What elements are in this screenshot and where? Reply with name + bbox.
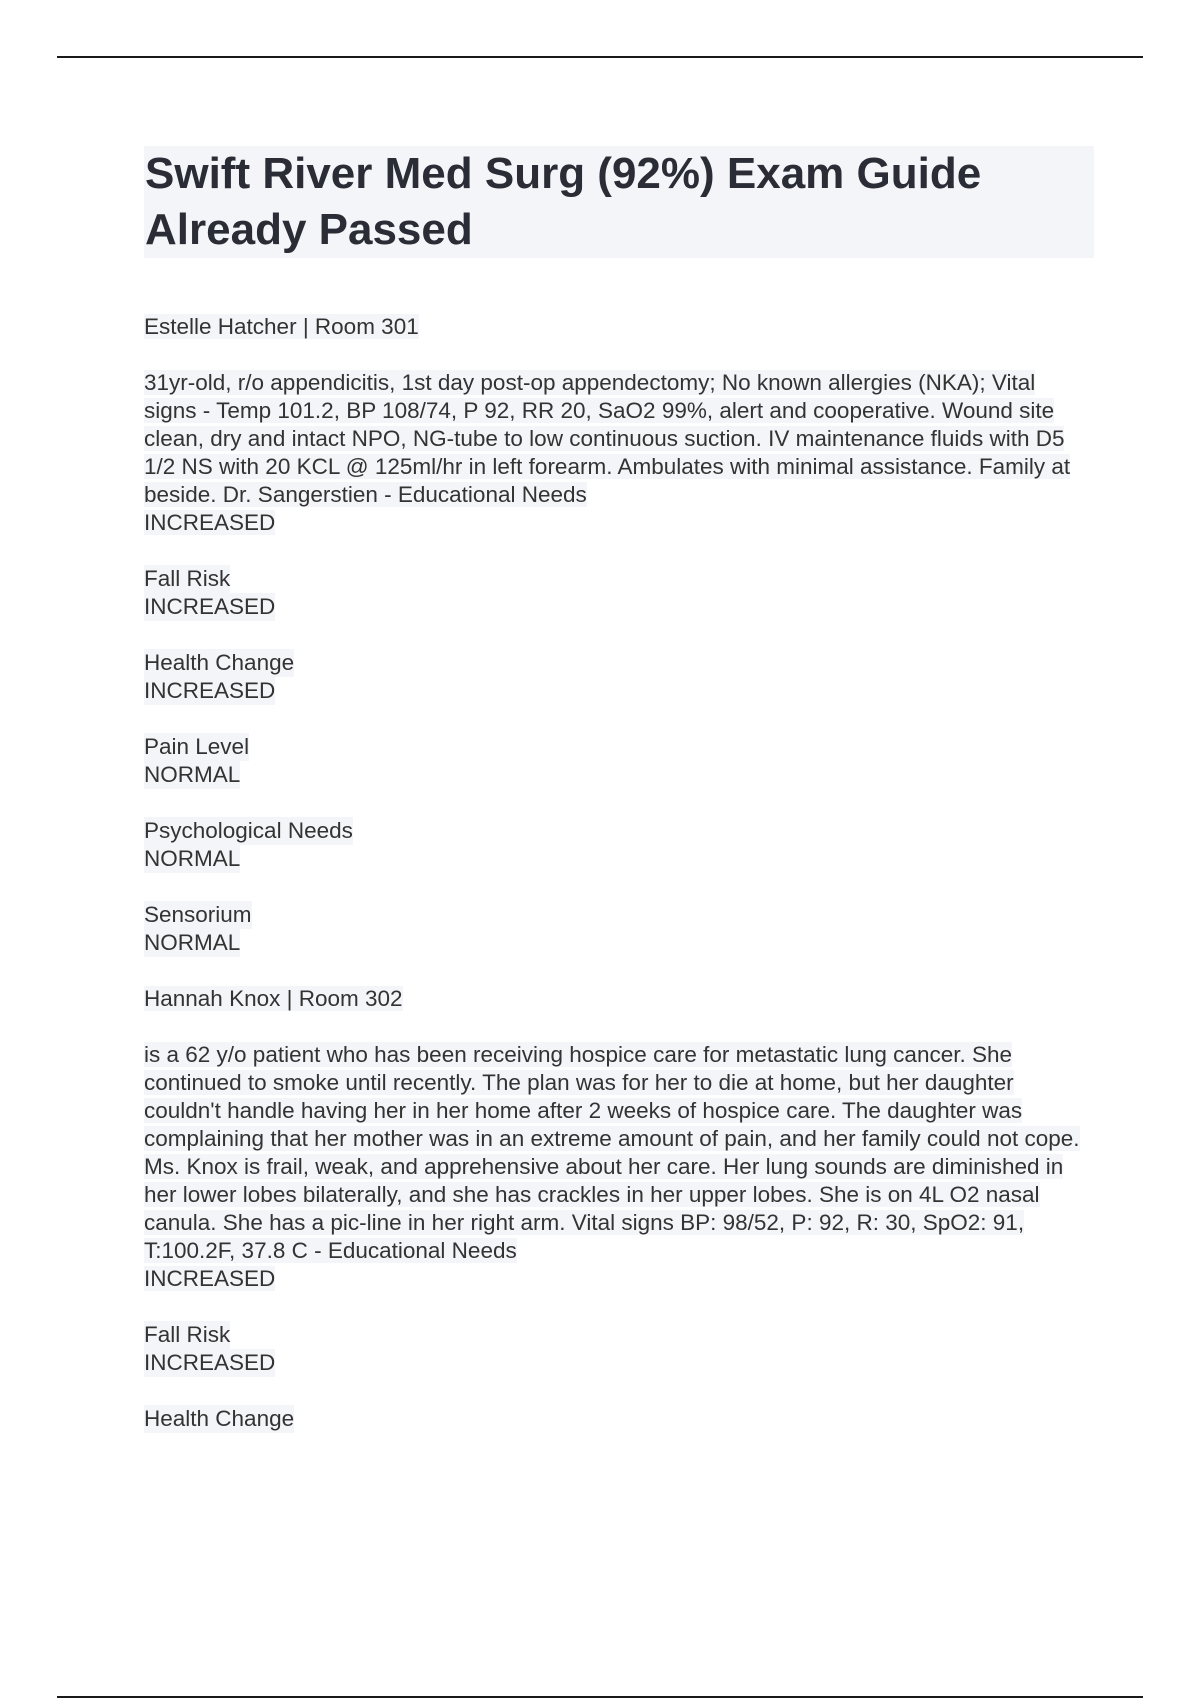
item-value: INCREASED (144, 1350, 276, 1375)
patient-description: 31yr-old, r/o appendicitis, 1st day post-op appendectomy; No known allergies (NKA); Vital signs - Temp 101.2, BP 108/74, P 92, RR 20, SaO2 99%, alert and cooperative. Wound site clean, dry and intact NPO, NG-tube to low continuous suction. IV maintenance fluids with D5 1/2 NS with 20 KCL @ 125ml/hr in left forearm. Ambulates with minimal assistance. Family at beside. Dr. Sangerstien - Educational Needs INCREASED (144, 370, 1071, 535)
item-value: NORMAL (144, 846, 241, 871)
patient-section-1 (144, 313, 1094, 957)
top-rule (57, 56, 1143, 58)
item-label: Pain Level (144, 734, 250, 759)
assessment-item (144, 1405, 1094, 1433)
document-title: Swift River Med Surg (92%) Exam Guide Already Passed (144, 146, 1094, 258)
document-body (144, 146, 1094, 1461)
assessment-item (144, 649, 1094, 705)
item-label: Health Change (144, 650, 295, 675)
item-label: Fall Risk (144, 566, 231, 591)
patient-section-2 (144, 985, 1094, 1433)
assessment-item (144, 565, 1094, 621)
assessment-item (144, 733, 1094, 789)
assessment-item (144, 817, 1094, 873)
description-answer: INCREASED (144, 510, 276, 535)
item-value: NORMAL (144, 762, 241, 787)
item-label: Sensorium (144, 902, 252, 927)
assessment-item (144, 901, 1094, 957)
item-label: Psychological Needs (144, 818, 353, 843)
item-value: INCREASED (144, 678, 276, 703)
patient-description: is a 62 y/o patient who has been receiving hospice care for metastatic lung cancer. She continued to smoke until recently. The plan was for her to die at home, but her daughter couldn't handle having her in her home after 2 weeks of hospice care. The daughter was complaining that her mother was in an extreme amount of pain, and her family could not cope. Ms. Knox is frail, weak, and apprehensive about her care. Her lung sounds are diminished in her lower lobes bilaterally, and she has crackles in her upper lobes. She is on 4L O2 nasal canula. She has a pic-line in her right arm. Vital signs BP: 98/52, P: 92, R: 30, SpO2: 91, T:100.2F, 37.8 C - Educational Needs INCREASED (144, 1042, 1080, 1291)
patient-header: Hannah Knox | Room 302 (144, 986, 403, 1011)
item-label: Fall Risk (144, 1322, 231, 1347)
assessment-item (144, 1321, 1094, 1377)
item-label: Health Change (144, 1406, 295, 1431)
bottom-rule (57, 1696, 1143, 1698)
item-value: NORMAL (144, 930, 241, 955)
description-answer: INCREASED (144, 1266, 276, 1291)
item-value: INCREASED (144, 594, 276, 619)
patient-header: Estelle Hatcher | Room 301 (144, 314, 419, 339)
